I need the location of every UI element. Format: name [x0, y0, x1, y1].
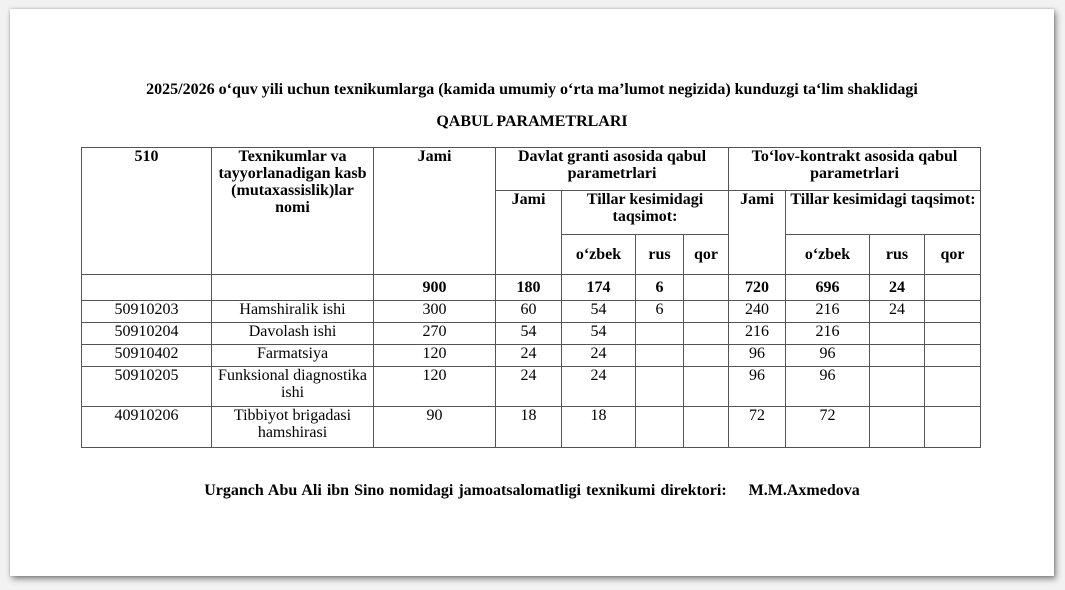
document-subtitle: QABUL PARAMETRLARI	[436, 113, 628, 130]
row-code: 50910204	[82, 323, 212, 345]
row-name: Funksional diagnostika ishi	[212, 367, 374, 407]
totals-contract-qor	[925, 275, 981, 301]
row-contract-uz: 96	[786, 367, 870, 407]
row-name: Tibbiyot brigadasi hamshirasi	[212, 407, 374, 448]
totals-code	[82, 275, 212, 301]
row-code: 40910206	[82, 407, 212, 448]
row-code: 50910402	[82, 345, 212, 367]
header-contract-uz: o‘zbek	[786, 235, 870, 275]
table-row	[82, 301, 981, 323]
row-state-total: 24	[496, 367, 562, 407]
table-row	[82, 407, 981, 448]
row-contract-qor	[925, 367, 981, 407]
row-total: 270	[374, 323, 496, 345]
row-name: Farmatsiya	[212, 345, 374, 367]
totals-state-total: 180	[496, 275, 562, 301]
row-contract-uz: 96	[786, 345, 870, 367]
row-total: 120	[374, 367, 496, 407]
row-contract-total: 216	[729, 323, 786, 345]
director-name: M.M.Axmedova	[748, 482, 860, 499]
header-state-group: Davlat granti asosida qabul parametrlari	[496, 148, 729, 191]
row-contract-total: 96	[729, 345, 786, 367]
row-state-uz: 54	[562, 301, 636, 323]
row-contract-ru	[870, 323, 925, 345]
header-contract-group: To‘lov-kontrakt asosida qabul parametrlari	[729, 148, 981, 191]
totals-contract-ru: 24	[870, 275, 925, 301]
row-code: 50910205	[82, 367, 212, 407]
header-contract-lang: Tillar kesimidagi taqsimot:	[786, 191, 981, 235]
row-contract-total: 72	[729, 407, 786, 448]
header-state-total: Jami	[496, 191, 562, 275]
row-state-qor	[684, 345, 729, 367]
header-code: 510	[82, 148, 212, 275]
table-row	[82, 345, 981, 367]
row-name: Hamshiralik ishi	[212, 301, 374, 323]
row-state-uz: 54	[562, 323, 636, 345]
document-page	[10, 9, 1054, 576]
row-contract-uz: 216	[786, 301, 870, 323]
row-total: 300	[374, 301, 496, 323]
row-state-ru	[636, 407, 684, 448]
header-contract-total: Jami	[729, 191, 786, 275]
row-contract-ru	[870, 345, 925, 367]
totals-state-uz: 174	[562, 275, 636, 301]
row-state-total: 24	[496, 345, 562, 367]
row-state-qor	[684, 407, 729, 448]
table-row	[82, 323, 981, 345]
row-contract-total: 96	[729, 367, 786, 407]
row-state-uz: 18	[562, 407, 636, 448]
table-row	[82, 367, 981, 407]
totals-contract-total: 720	[729, 275, 786, 301]
row-total: 90	[374, 407, 496, 448]
row-state-ru	[636, 323, 684, 345]
header-state-ru: rus	[636, 235, 684, 275]
header-total: Jami	[374, 148, 496, 275]
row-state-total: 60	[496, 301, 562, 323]
totals-state-ru: 6	[636, 275, 684, 301]
row-total: 120	[374, 345, 496, 367]
row-contract-ru: 24	[870, 301, 925, 323]
row-contract-total: 240	[729, 301, 786, 323]
row-name: Davolash ishi	[212, 323, 374, 345]
row-contract-qor	[925, 345, 981, 367]
row-state-uz: 24	[562, 345, 636, 367]
header-contract-ru: rus	[870, 235, 925, 275]
row-contract-ru	[870, 407, 925, 448]
row-contract-qor	[925, 301, 981, 323]
row-state-qor	[684, 367, 729, 407]
totals-contract-uz: 696	[786, 275, 870, 301]
header-state-lang: Tillar kesimidagi taqsimot:	[562, 191, 729, 235]
header-contract-qor: qor	[925, 235, 981, 275]
row-state-ru	[636, 367, 684, 407]
row-contract-qor	[925, 323, 981, 345]
row-state-qor	[684, 301, 729, 323]
totals-name	[212, 275, 374, 301]
row-contract-uz: 72	[786, 407, 870, 448]
totals-state-qor	[684, 275, 729, 301]
row-state-total: 54	[496, 323, 562, 345]
row-state-qor	[684, 323, 729, 345]
director-label: Urganch Abu Ali ibn Sino nomidagi jamoatsalomatligi texnikumi direktori:	[204, 482, 727, 499]
header-name: Texnikumlar va tayyorlanadigan kasb (mutaxassislik)lar nomi	[212, 148, 374, 275]
totals-row	[82, 275, 981, 301]
totals-total: 900	[374, 275, 496, 301]
header-state-qor: qor	[684, 235, 729, 275]
row-code: 50910203	[82, 301, 212, 323]
document-title: 2025/2026 o‘quv yili uchun texnikumlarga (kamida umumiy o‘rta ma’lumot negizida) kunduzgi ta‘lim shaklidagi	[146, 81, 918, 98]
signature-line	[10, 482, 1054, 500]
row-contract-ru	[870, 367, 925, 407]
row-state-uz: 24	[562, 367, 636, 407]
row-state-total: 18	[496, 407, 562, 448]
row-state-ru	[636, 345, 684, 367]
admission-table	[81, 147, 981, 448]
row-contract-uz: 216	[786, 323, 870, 345]
row-state-ru: 6	[636, 301, 684, 323]
header-row-1	[82, 148, 981, 191]
row-contract-qor	[925, 407, 981, 448]
header-state-uz: o‘zbek	[562, 235, 636, 275]
